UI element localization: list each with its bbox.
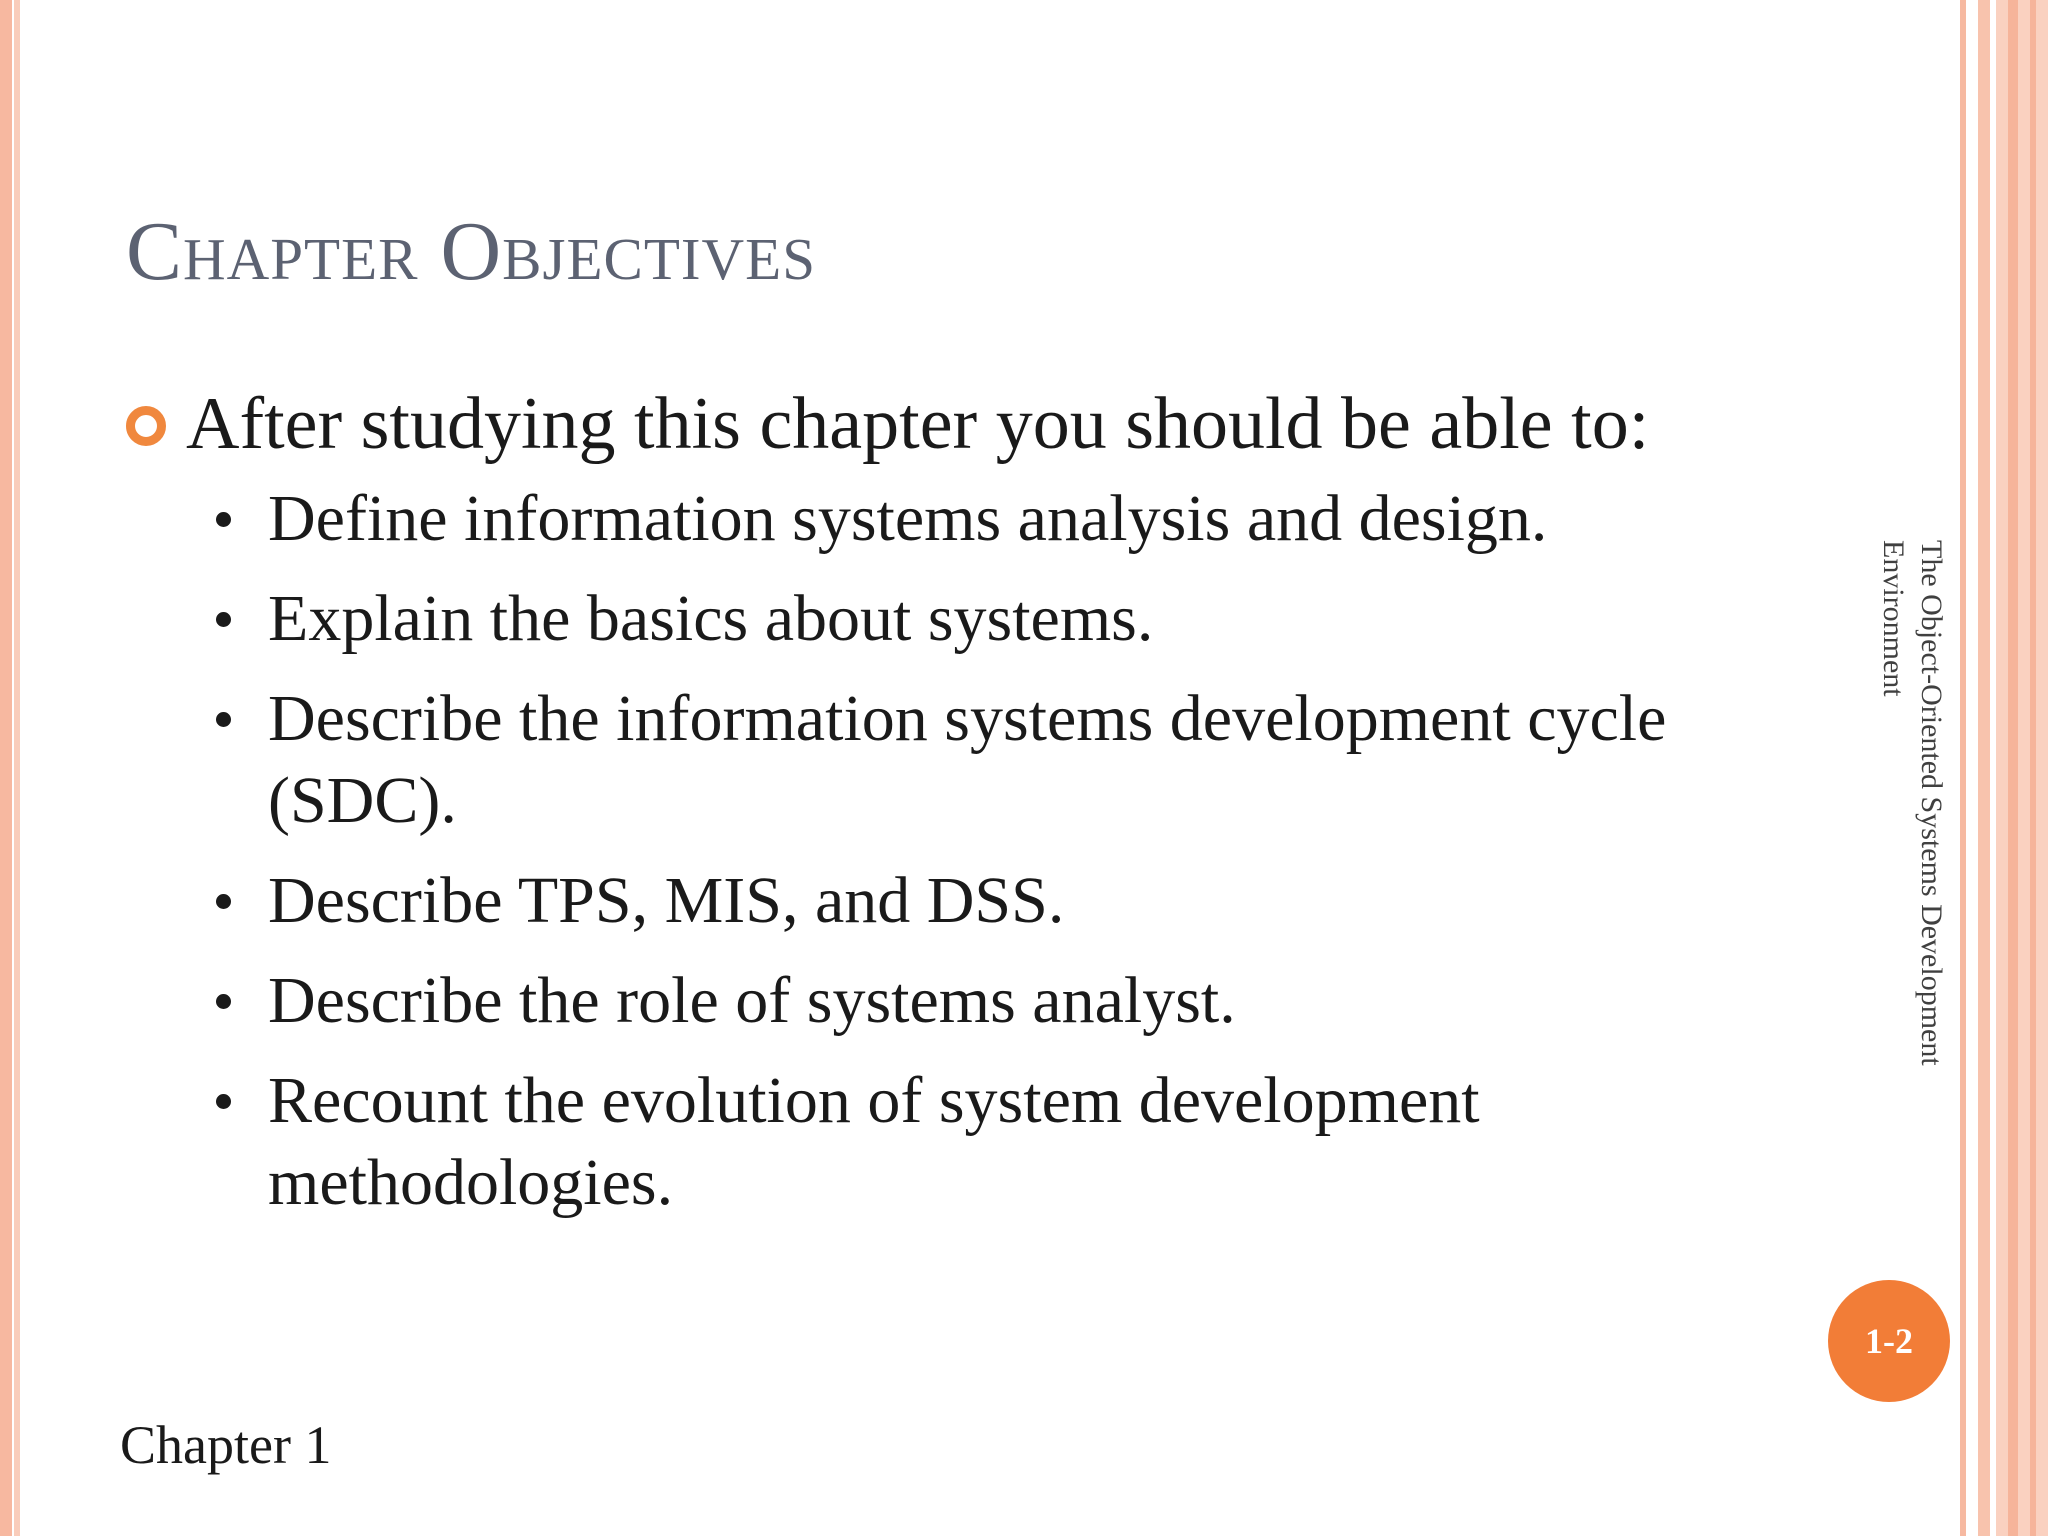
page-number: 1-2 [1865, 1321, 1913, 1361]
right-border-stripe-inner [2008, 0, 2018, 1536]
objective-text: Define information systems analysis and design. [268, 482, 1548, 555]
slide-body [126, 378, 1766, 1242]
dot-bullet-icon [216, 1094, 231, 1109]
side-running-title: The Object-Oriented Systems Development Environment [1877, 540, 1948, 1066]
dot-bullet-icon [216, 994, 231, 1009]
right-border-band [1996, 0, 2048, 1536]
dot-bullet-icon [216, 512, 231, 527]
objective-text: Describe TPS, MIS, and DSS. [268, 864, 1065, 937]
objective-text: Recount the evolution of system development methodologies. [268, 1064, 1480, 1219]
left-border-stripe [0, 0, 12, 1536]
right-border-stripe-middle [1978, 0, 1990, 1536]
dot-bullet-icon [216, 612, 231, 627]
list-item [268, 1060, 1766, 1224]
lead-text: After studying this chapter you should be able to: [186, 383, 1650, 465]
objective-text: Describe the role of systems analyst. [268, 964, 1236, 1037]
page-number-badge [1828, 1280, 1950, 1402]
left-border-stripe-inner [14, 0, 20, 1536]
dot-bullet-icon [216, 894, 231, 909]
slide-title: Chapter Objectives [126, 205, 817, 298]
list-item [268, 478, 1766, 560]
dot-bullet-icon [216, 712, 231, 727]
objective-text: Describe the information systems development cycle (SDC). [268, 682, 1667, 837]
list-item [268, 678, 1766, 842]
objective-text: Explain the basics about systems. [268, 582, 1154, 655]
objectives-list [126, 478, 1766, 1224]
ring-bullet-icon [126, 406, 166, 446]
list-item [268, 578, 1766, 660]
lead-paragraph [126, 378, 1766, 470]
footer-chapter-label: Chapter 1 [120, 1415, 332, 1475]
list-item [268, 960, 1766, 1042]
list-item [268, 860, 1766, 942]
right-border-stripe-outer [2030, 0, 2036, 1536]
right-border-stripe [1960, 0, 1966, 1536]
